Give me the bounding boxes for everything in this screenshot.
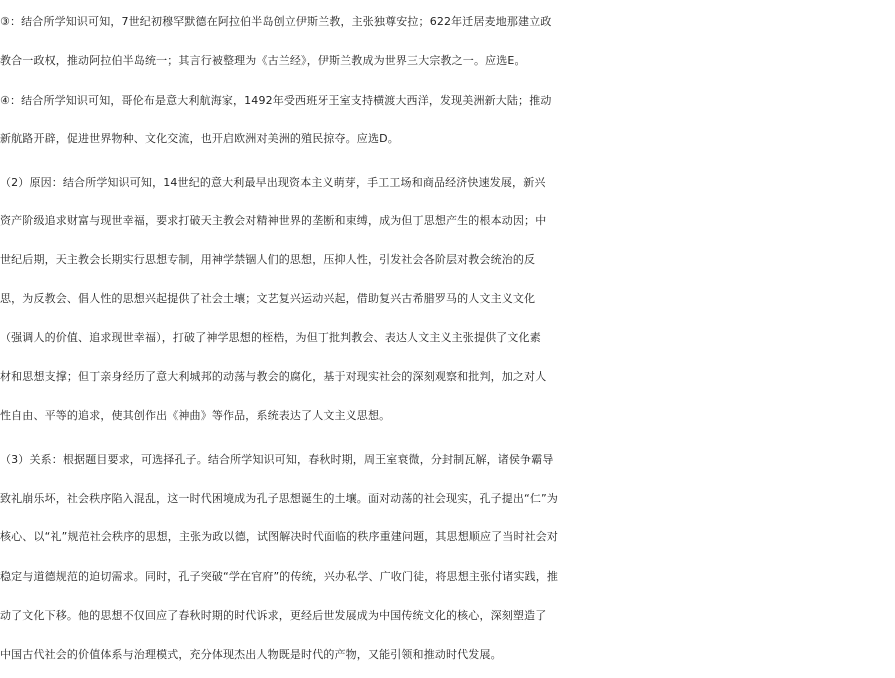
text-line: 动了文化下移。他的思想不仅回应了春秋时期的时代诉求，更经后世发展成为中国传统文化的核心，深刻塑造了 xyxy=(0,609,547,622)
text-line: （2）原因：结合所学知识可知，14世纪的意大利最早出现资本主义萌芽，手工工场和商品经济快速发展，新兴 xyxy=(0,176,546,189)
text-line: 中国古代社会的价值体系与治理模式，充分体现杰出人物既是时代的产物，又能引领和推动时代发展。 xyxy=(0,648,502,661)
text-line: 思，为反教会、倡人性的思想兴起提供了社会土壤；文艺复兴运动兴起，借助复兴古希腊罗马的人文主义文化 xyxy=(0,292,536,305)
text-line: 致礼崩乐坏，社会秩序陷入混乱，这一时代困境成为孔子思想诞生的土壤。面对动荡的社会现实，孔子提出“仁”为 xyxy=(0,492,559,505)
text-line: 性自由、平等的追求，使其创作出《神曲》等作品，系统表达了人文主义思想。 xyxy=(0,409,391,422)
text-line: 核心、以“礼”规范社会秩序的思想，主张为政以德，试图解决时代面临的秩序重建问题，其思想顺应了当时社会对 xyxy=(0,530,559,543)
text-line: ④：结合所学知识可知，哥伦布是意大利航海家，1492年受西班牙王室支持横渡大西洋，发现美洲新大陆；推动 xyxy=(0,94,552,107)
text-line: 世纪后期，天主教会长期实行思想专制，用神学禁锢人们的思想，压抑人性，引发社会各阶层对教会统治的反 xyxy=(0,253,536,266)
text-line: 稳定与道德规范的迫切需求。同时，孔子突破“学在官府”的传统，兴办私学、广收门徒，将思想主张付诸实践，推 xyxy=(0,570,559,583)
text-line: （强调人的价值、追求现世幸福），打破了神学思想的桎梏，为但丁批判教会、表达人文主义主张提供了文化素 xyxy=(0,331,541,344)
text-line: 新航路开辟，促进世界物种、文化交流，也开启欧洲对美洲的殖民掠夺。应选D。 xyxy=(0,132,399,145)
text-line: ③：结合所学知识可知，7世纪初穆罕默德在阿拉伯半岛创立伊斯兰教，主张独尊安拉；622年迁居麦地那建立政 xyxy=(0,15,552,28)
text-line: 资产阶级追求财富与现世幸福，要求打破天主教会对精神世界的垄断和束缚，成为但丁思想产生的根本动因；中 xyxy=(0,214,547,227)
text-line: 教合一政权，推动阿拉伯半岛统一；其言行被整理为《古兰经》，伊斯兰教成为世界三大宗教之一。应选E。 xyxy=(0,54,526,67)
text-line: 材和思想支撑；但丁亲身经历了意大利城邦的动荡与教会的腐化，基于对现实社会的深刻观察和批判，加之对人 xyxy=(0,370,547,383)
text-line: （3）关系：根据题目要求，可选择孔子。结合所学知识可知，春秋时期，周王室衰微，分封制瓦解，诸侯争霸导 xyxy=(0,453,554,466)
